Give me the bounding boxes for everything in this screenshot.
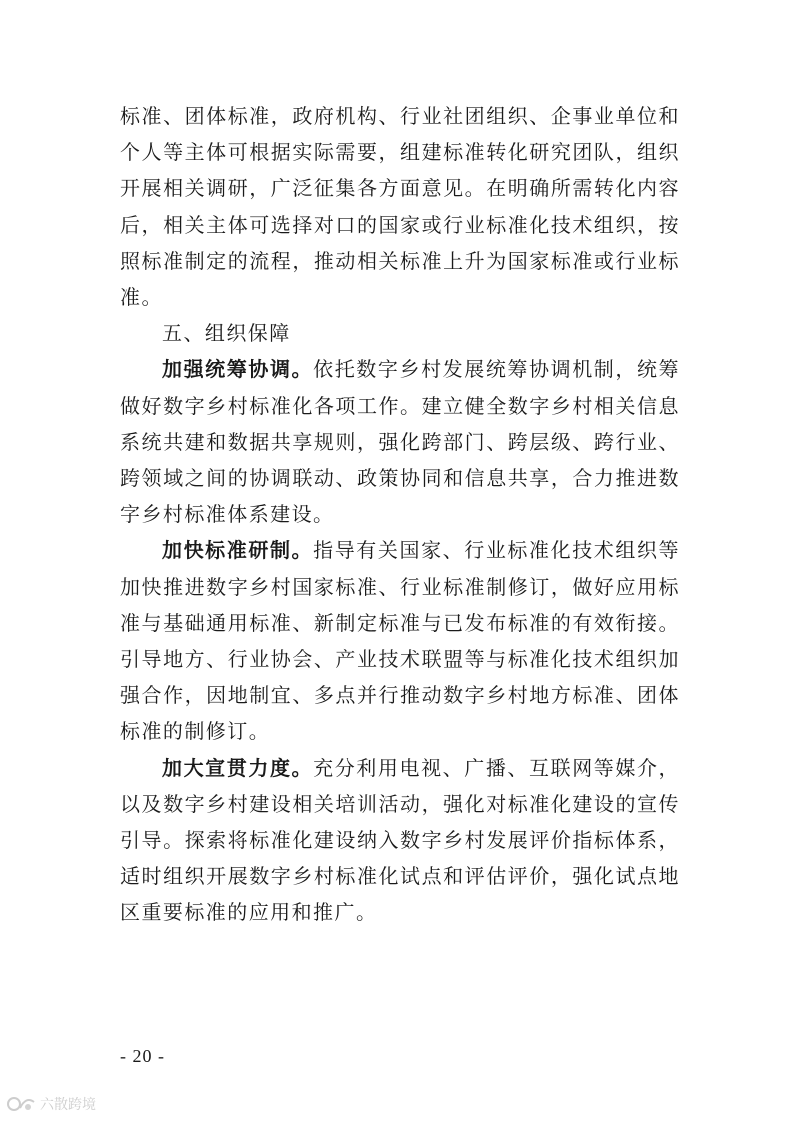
- paragraph-lead: 加大宣贯力度。: [162, 755, 314, 780]
- body-paragraph-standards-development: [120, 532, 680, 749]
- paragraph-text: 依托数字乡村发展统筹协调机制，统筹做好数字乡村标准化各项工作。建立健全数字乡村相关信息系统共建和数据共享规则，强化跨部门、跨层级、跨行业、跨领域之间的协调联动、政策协同和信息共享，合力推进数字乡村标准体系建设。: [120, 357, 680, 527]
- paragraph-text: 标准、团体标准，政府机构、行业社团组织、企事业单位和个人等主体可根据实际需要，组建标准转化研究团队，组织开展相关调研，广泛征集各方面意见。在明确所需转化内容后，相关主体可选择对口的国家或行业标准化技术组织，按照标准制定的流程，推动相关标准上升为国家标准或行业标准。: [120, 104, 680, 310]
- paragraph-lead: 加强统筹协调。: [162, 357, 314, 382]
- watermark: [6, 1094, 96, 1114]
- body-paragraph-continuation: [120, 98, 680, 315]
- paragraph-text: 指导有关国家、行业标准化技术组织等加快推进数字乡村国家标准、行业标准制修订，做好应用标准与基础通用标准、新制定标准与已发布标准的有效衔接。引导地方、行业协会、产业技术联盟等与标准化技术组织加强合作，因地制宜、多点并行推动数字乡村地方标准、团体标准的制修订。: [120, 538, 680, 744]
- body-paragraph-publicity: [120, 750, 680, 931]
- paragraph-text: 充分利用电视、广播、互联网等媒介，以及数字乡村建设相关培训活动，强化对标准化建设的宣传引导。探索将标准化建设纳入数字乡村发展评价指标体系，适时组织开展数字乡村标准化试点和评估评价，强化试点地区重要标准的应用和推广。: [120, 755, 680, 925]
- section-heading-text: 五、组织保障: [162, 321, 291, 346]
- document-body: [120, 98, 680, 931]
- watermark-text: 六散跨境: [40, 1097, 96, 1113]
- paragraph-lead: 加快标准研制。: [162, 538, 314, 563]
- body-paragraph-coordination: [120, 351, 680, 532]
- section-heading: [120, 315, 680, 351]
- brand-logo-icon: [6, 1094, 36, 1114]
- page-number: - 20 -: [120, 1046, 165, 1066]
